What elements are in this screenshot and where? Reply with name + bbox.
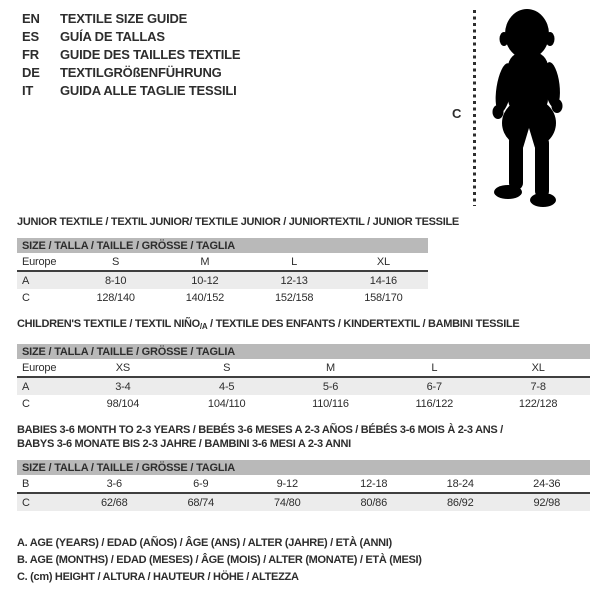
lang-label: TEXTILGRÖßENFÜHRUNG [60,64,222,80]
row-label: A [17,377,71,395]
cell: 14-16 [339,271,428,289]
size-header-cell: SIZE / TALLA / TAILLE / GRÖSSE / TAGLIA [17,344,590,359]
cell: 7-8 [486,377,590,395]
cell: S [175,359,279,377]
height-measure-label: C [452,106,462,121]
height-measure-dashed-line [473,10,476,206]
cell: 92/98 [504,493,591,511]
row-label: A [17,271,71,289]
lang-row-it [22,81,240,99]
note-age-months: B. AGE (MONTHS) / EDAD (MESES) / ÂGE (MOIS) / ALTER (MONATE) / ETÀ (MESI) [17,554,422,566]
cell: 80/86 [331,493,418,511]
baby-silhouette-icon [481,6,579,208]
cell: 110/116 [312,397,349,410]
lang-label: TEXTILE SIZE GUIDE [60,10,188,26]
lang-label: GUIDA ALLE TAGLIE TESSILI [60,82,237,98]
lang-row-de [22,63,240,81]
cell: 3-4 [71,377,175,395]
cell: 6-7 [382,377,486,395]
lang-row-en [22,9,240,27]
table-header-row [17,460,590,475]
cell: 122/128 [518,397,558,410]
cell: M [279,359,383,377]
cell: 140/152 [185,291,225,304]
cell: L [250,253,339,271]
children-table-title [17,318,592,331]
lang-row-fr [22,45,240,63]
cell: XL [486,359,590,377]
lang-row-es [22,27,240,45]
row-label: Europe [17,253,71,271]
height-figure [450,4,595,212]
legend-notes [17,537,422,588]
cell: 9-12 [244,475,331,493]
table-row-europe [17,253,428,271]
size-header-cell: SIZE / TALLA / TAILLE / GRÖSSE / TAGLIA [17,460,590,475]
row-label: C [17,493,71,511]
cell: 5-6 [279,377,383,395]
table-row-months [17,475,590,493]
cell: 158/170 [364,291,403,304]
babies-size-table [17,460,590,511]
cell: 18-24 [417,475,504,493]
cell: 3-6 [71,475,158,493]
cell: M [160,253,249,271]
cell: 98/104 [106,397,140,410]
table-row-age [17,271,428,289]
cell: 24-36 [504,475,591,493]
cell: 6-9 [158,475,245,493]
junior-table-title: JUNIOR TEXTILE / TEXTIL JUNIOR/ TEXTILE JUNIOR / JUNIORTEXTIL / JUNIOR TESSILE [17,216,459,228]
cell: 12-18 [331,475,418,493]
language-title-list [22,9,240,99]
title-subscript: /A [199,322,208,331]
table-row-height [17,289,428,306]
table-header-row [17,238,428,253]
cell: 116/122 [415,397,454,410]
cell: 104/110 [207,397,246,410]
lang-code: ES [22,28,39,44]
children-size-table [17,344,590,412]
cell: 128/140 [96,291,135,304]
cell: 10-12 [160,271,249,289]
table-row-europe [17,359,590,377]
cell: XS [71,359,175,377]
lang-label: GUÍA DE TALLAS [60,28,165,44]
babies-table-title [17,423,592,451]
table-row-age [17,377,590,395]
row-label: B [17,475,71,493]
lang-code: FR [22,46,39,62]
note-height-cm: C. (cm) HEIGHT / ALTURA / HAUTEUR / HÖHE / ALTEZZA [17,571,299,583]
cell: 4-5 [175,377,279,395]
junior-size-table [17,238,428,306]
note-age-years: A. AGE (YEARS) / EDAD (AÑOS) / ÂGE (ANS) / ALTER (JAHRE) / ETÀ (ANNI) [17,537,392,549]
cell: L [382,359,486,377]
title-part: / TEXTILE DES ENFANTS / KINDERTEXTIL / BAMBINI TESSILE [207,318,520,330]
lang-code: IT [22,82,34,98]
cell: 74/80 [244,493,331,511]
cell: 86/92 [417,493,504,511]
lang-code: DE [22,64,40,80]
row-label: Europe [17,359,71,377]
cell: 62/68 [71,493,158,511]
cell: 152/158 [274,291,314,304]
table-header-row [17,344,590,359]
row-label: C [22,397,30,410]
cell: 12-13 [250,271,339,289]
title-part: CHILDREN'S TEXTILE / TEXTIL NIÑO [17,318,200,330]
table-row-height [17,395,590,412]
title-line-1: BABIES 3-6 MONTH TO 2-3 YEARS / BEBÉS 3-6 MESES A 2-3 AÑOS / BÉBÉS 3-6 MOIS À 2-3 ANS / [17,424,503,436]
table-row-height [17,493,590,511]
cell: 8-10 [71,271,160,289]
row-label: C [22,291,30,304]
lang-code: EN [22,10,40,26]
cell: 68/74 [158,493,245,511]
size-header-cell: SIZE / TALLA / TAILLE / GRÖSSE / TAGLIA [17,238,428,253]
lang-label: GUIDE DES TAILLES TEXTILE [60,46,241,62]
cell: XL [339,253,428,271]
title-line-2: BABYS 3-6 MONATE BIS 2-3 JAHRE / BAMBINI 3-6 MESI A 2-3 ANNI [17,438,351,450]
cell: S [71,253,160,271]
